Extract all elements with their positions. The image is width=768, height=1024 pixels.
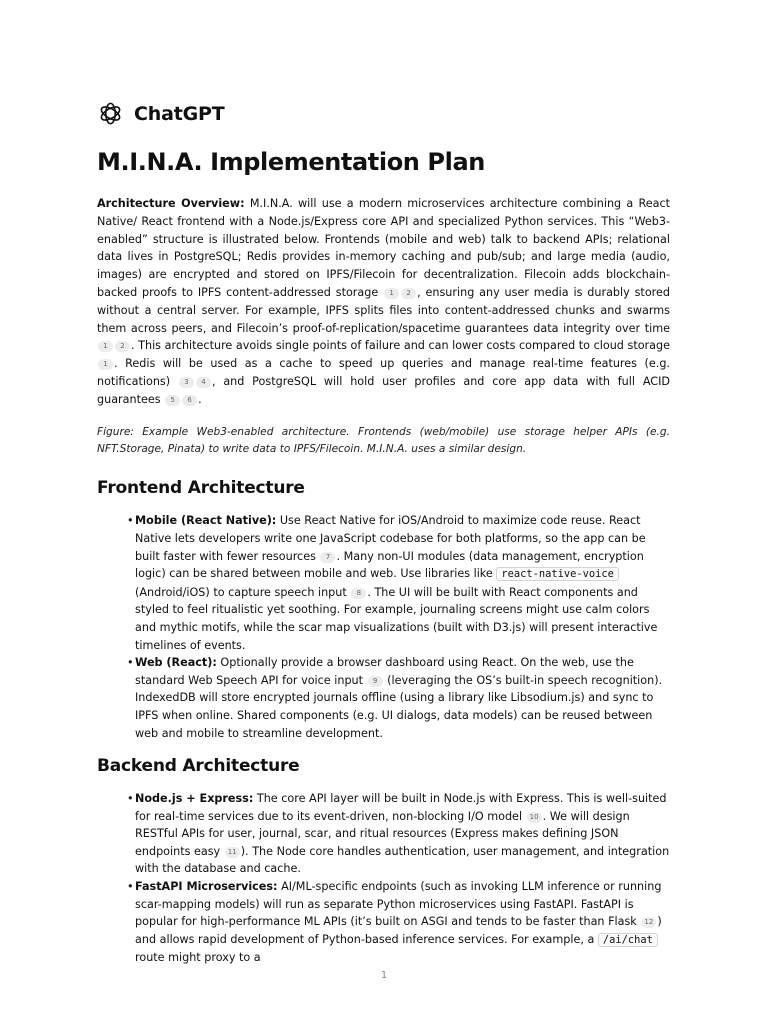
citation-badge[interactable]: 1 — [384, 288, 399, 299]
citation-badge[interactable]: 1 — [98, 359, 113, 370]
list-item-web: • Web (React): Optionally provide a browser dashboard using React. On the web, use the standard Web Speech API for voice input 9 (leveraging the OS’s built-in speech recognition). IndexedDB will store encrypted journals offline (using a library like Libsodium.js) and sync to IPFS when online. Shared components (e.g. UI dialogs, data models) can be reused between web and mobile to streamline development. — [135, 654, 670, 742]
figure-caption: Figure: Example Web3-enabled architecture. Frontends (web/mobile) use storage helper APIs (e.g. NFT.Storage, Pinata) to write data to IPFS/Filecoin. M.I.N.A. uses a similar design. — [97, 425, 670, 455]
list-item-mobile: • Mobile (React Native): Use React Native for iOS/Android to maximize code reuse. React Native lets developers write one JavaScript codebase for both platforms, so the app can be built faster with fewer resources 7 . Many non-UI modules (data management, encryption logic) can be shared between mobile and web. Use libraries like react-native-voice (Android/iOS) to capture speech input 8 . The UI will be built with React components and styled to feel ritualistic yet soothing. For example, journaling screens might use calm colors and mythic motifs, while the scar map visualizations (built with D3.js) will present interactive timelines of events. — [135, 512, 670, 654]
brand-name: ChatGPT — [134, 102, 225, 125]
inline-code: /ai/chat — [598, 933, 658, 947]
citation-badge[interactable]: 2 — [115, 341, 130, 352]
citation-badge[interactable]: 4 — [196, 377, 211, 388]
page-number: 1 — [380, 970, 388, 981]
citation-badge[interactable]: 10 — [527, 812, 542, 823]
citation-badge[interactable]: 6 — [182, 395, 197, 406]
frontend-heading: Frontend Architecture — [97, 478, 305, 499]
citation-badge[interactable]: 12 — [641, 917, 656, 928]
frontend-list — [97, 512, 670, 742]
inline-code: react-native-voice — [496, 567, 619, 581]
list-item-fastapi: • FastAPI Microservices: AI/ML-specific endpoints (such as invoking LLM inference or running scar-mapping models) will run as separate Python microservices using FastAPI. FastAPI is popular for high-performance ML APIs (it’s built on ASGI and tends to be faster than Flask 12 ) and allows rapid development of Python-based inference services. For example, a /ai/chat route might proxy to a — [135, 878, 670, 967]
citation-badge[interactable]: 2 — [401, 288, 416, 299]
overview-lead: Architecture Overview: — [97, 197, 245, 210]
page-title: M.I.N.A. Implementation Plan — [97, 148, 485, 176]
citation-badge[interactable]: 1 — [98, 341, 113, 352]
citation-badge[interactable]: 8 — [351, 588, 366, 599]
backend-heading: Backend Architecture — [97, 756, 300, 777]
document-body — [97, 195, 670, 967]
brand-header — [97, 100, 224, 127]
citation-badge[interactable]: 9 — [368, 676, 383, 687]
openai-logo-icon — [97, 100, 124, 127]
citation-badge[interactable]: 11 — [225, 847, 240, 858]
citation-badge[interactable]: 5 — [165, 395, 180, 406]
citation-badge[interactable]: 3 — [179, 377, 194, 388]
list-item-node: • Node.js + Express: The core API layer will be built in Node.js with Express. This is well-suited for real-time services due to its event-driven, non-blocking I/O model 10 . We will design RESTful APIs for user, journal, scar, and ritual resources (Express makes defining JSON endpoints easy 11 ). The Node core handles authentication, user management, and integration with the database and cache. — [135, 790, 670, 878]
architecture-overview-paragraph: Architecture Overview: M.I.N.A. will use a modern microservices architecture combining a React Native/ React frontend with a Node.js/Express core API and specialized Python services. This “Web3-enabled” structure is illustrated below. Frontends (mobile and web) talk to backend APIs; relational data lives in PostgreSQL; Redis provides in-memory caching and pub/sub; and large media (audio, images) are encrypted and stored on IPFS/Filecoin for decentralization. Filecoin adds blockchain-backed proofs to IPFS content-addressed storage 1 2 , ensuring any user media is durably stored without a central server. For example, IPFS splits files into content-addressed chunks and swarms them across peers, and Filecoin’s proof-of-replication/spacetime guarantees data integrity over time 1 2 . This architecture avoids single points of failure and can lower costs compared to cloud storage 1 . Redis will be used as a cache to speed up queries and manage real-time features (e.g. notifications) 3 4 , and PostgreSQL will hold user profiles and core app data with full ACID guarantees 5 6 . — [97, 197, 671, 406]
backend-list — [97, 790, 670, 967]
citation-badge[interactable]: 7 — [320, 552, 335, 563]
